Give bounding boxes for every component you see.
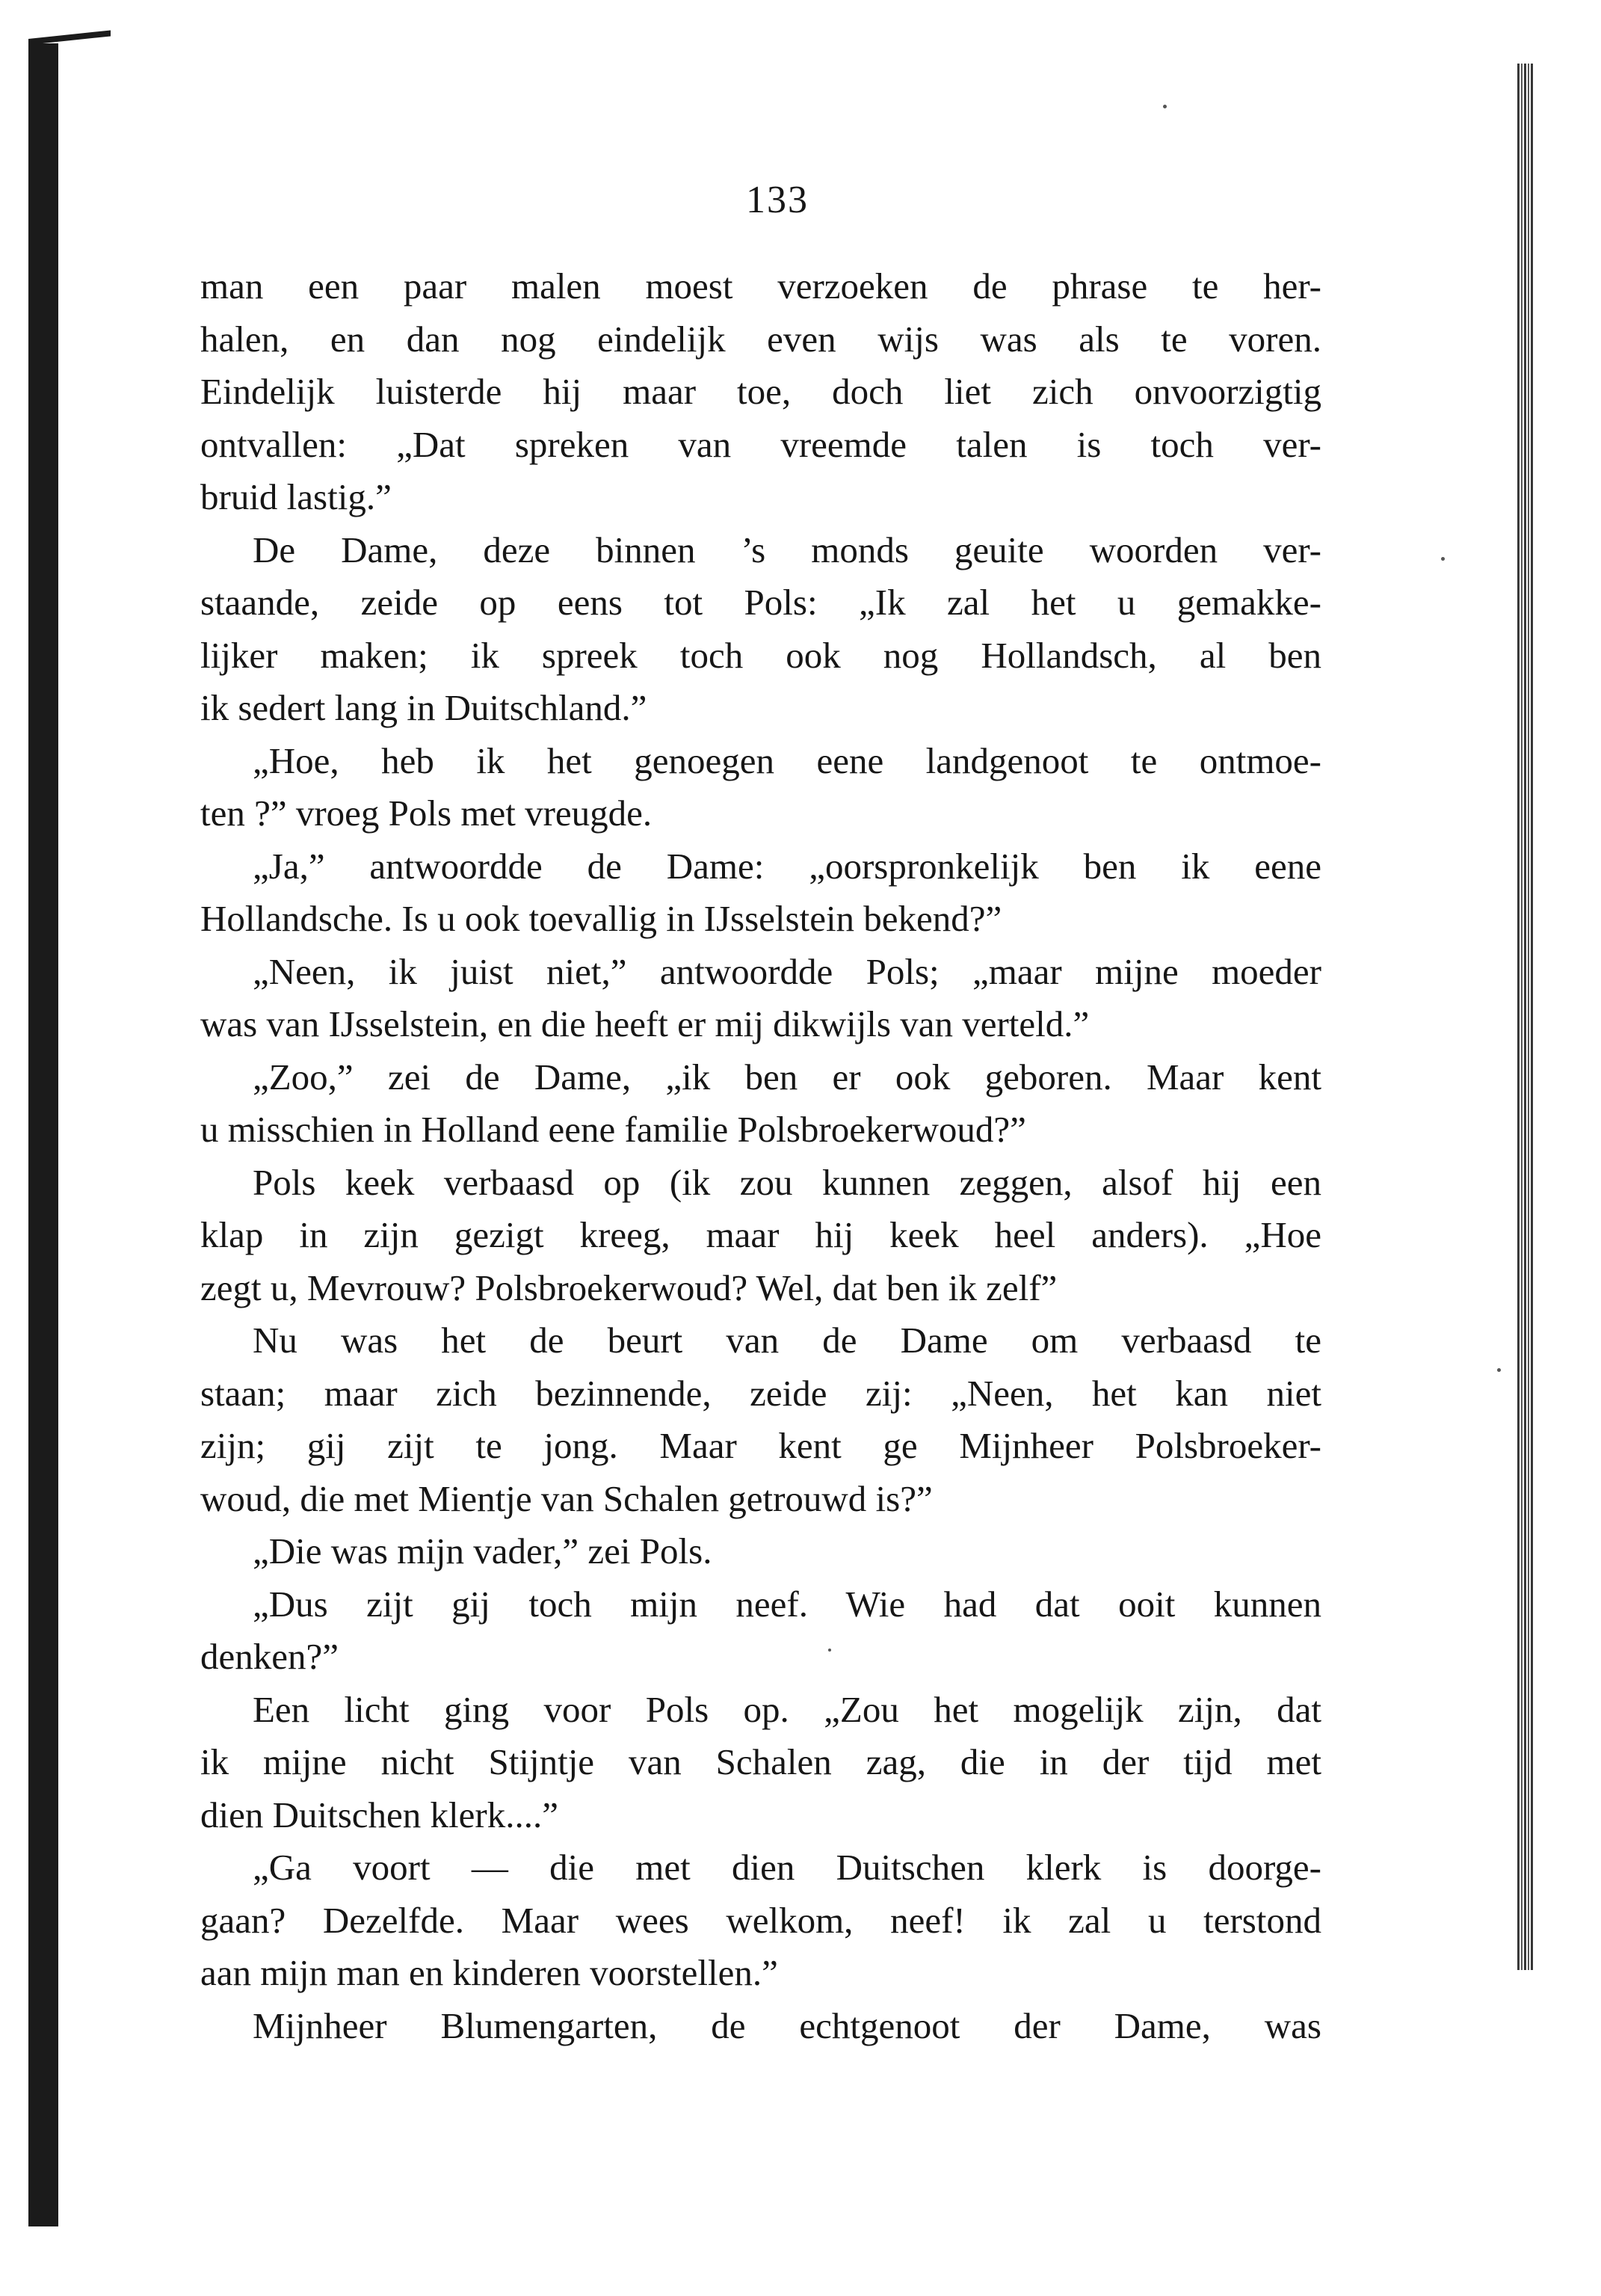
text-line: „Ga voort — die met dien Duitschen klerk is doorge- xyxy=(253,1847,1321,1888)
text-line: „Zoo,” zei de Dame, „ik ben er ook geboren. Maar kent xyxy=(253,1056,1321,1098)
text-line: zijn; gij zijt te jong. Maar kent ge Mijnheer Polsbroeker- xyxy=(200,1425,1321,1466)
text-line: staan; maar zich bezinnende, zeide zij: „Neen, het kan niet xyxy=(200,1372,1321,1414)
text-line: halen, en dan nog eindelijk even wijs was als te voren. xyxy=(200,318,1321,360)
scan-binding-edge xyxy=(28,43,58,2226)
text-line: zegt u, Mevrouw? Polsbroekerwoud? Wel, dat ben ik zelf” xyxy=(200,1267,1058,1308)
text-line: staande, zeide op eens tot Pols: „Ik zal het u gemakke- xyxy=(200,582,1321,623)
text-line: aan mijn man en kinderen voorstellen.” xyxy=(200,1952,778,1993)
text-line: Pols keek verbaasd op (ik zou kunnen zeggen, alsof hij een xyxy=(253,1161,1321,1203)
text-line: „Dus zijt gij toch mijn neef. Wie had dat ooit kunnen xyxy=(253,1583,1321,1625)
body-text xyxy=(200,260,1321,2052)
text-line: „Die was mijn vader,” zei Pols. xyxy=(253,1530,712,1572)
text-line: gaan? Dezelfde. Maar wees welkom, neef! ik zal u terstond xyxy=(200,1899,1321,1941)
text-line: ten ?” vroeg Pols met vreugde. xyxy=(200,792,653,834)
text-line: Een licht ging voor Pols op. „Zou het mogelijk zijn, dat xyxy=(253,1688,1321,1730)
text-line: Hollandsche. Is u ook toevallig in IJsselstein bekend?” xyxy=(200,898,1002,939)
text-line: „Hoe, heb ik het genoegen eene landgenoot te ontmoe- xyxy=(253,739,1321,781)
text-line: woud, die met Mientje van Schalen getrouwd is?” xyxy=(200,1477,933,1519)
text-line: dien Duitschen klerk....” xyxy=(200,1794,558,1835)
text-line: Nu was het de beurt van de Dame om verbaasd te xyxy=(253,1320,1321,1361)
text-line: De Dame, deze binnen ’s monds geuite woorden ver- xyxy=(253,529,1321,570)
text-line: lijker maken; ik spreek toch ook nog Hollandsch, al ben xyxy=(200,634,1321,676)
text-line: ontvallen: „Dat spreken van vreemde talen is toch ver- xyxy=(200,423,1321,465)
page-number: 133 xyxy=(746,179,809,221)
text-line: ik mijne nicht Stijntje van Schalen zag, die in der tijd met xyxy=(200,1741,1321,1782)
text-line: man een paar malen moest verzoeken de phrase te her- xyxy=(200,265,1321,307)
text-line: Eindelijk luisterde hij maar toe, doch liet zich onvoorzigtig xyxy=(200,371,1321,412)
text-line: ik sedert lang in Duitschland.” xyxy=(200,687,647,728)
text-line: u misschien in Holland eene familie Polsbroekerwoud?” xyxy=(200,1109,1026,1150)
text-line: denken?” xyxy=(200,1636,339,1677)
scan-page-edge xyxy=(1517,64,1534,1970)
text-line: was van IJsselstein, en die heeft er mij dikwijls van verteld.” xyxy=(200,1003,1090,1044)
text-line: „Neen, ik juist niet,” antwoordde Pols; „maar mijne moeder xyxy=(253,950,1321,992)
text-line: klap in zijn gezigt kreeg, maar hij keek heel anders). „Hoe xyxy=(200,1214,1321,1255)
text-line: bruid lastig.” xyxy=(200,476,392,517)
text-line: „Ja,” antwoordde de Dame: „oorspronkelijk ben ik eene xyxy=(253,845,1321,887)
text-line: Mijnheer Blumengarten, de echtgenoot der Dame, was xyxy=(253,2004,1321,2046)
